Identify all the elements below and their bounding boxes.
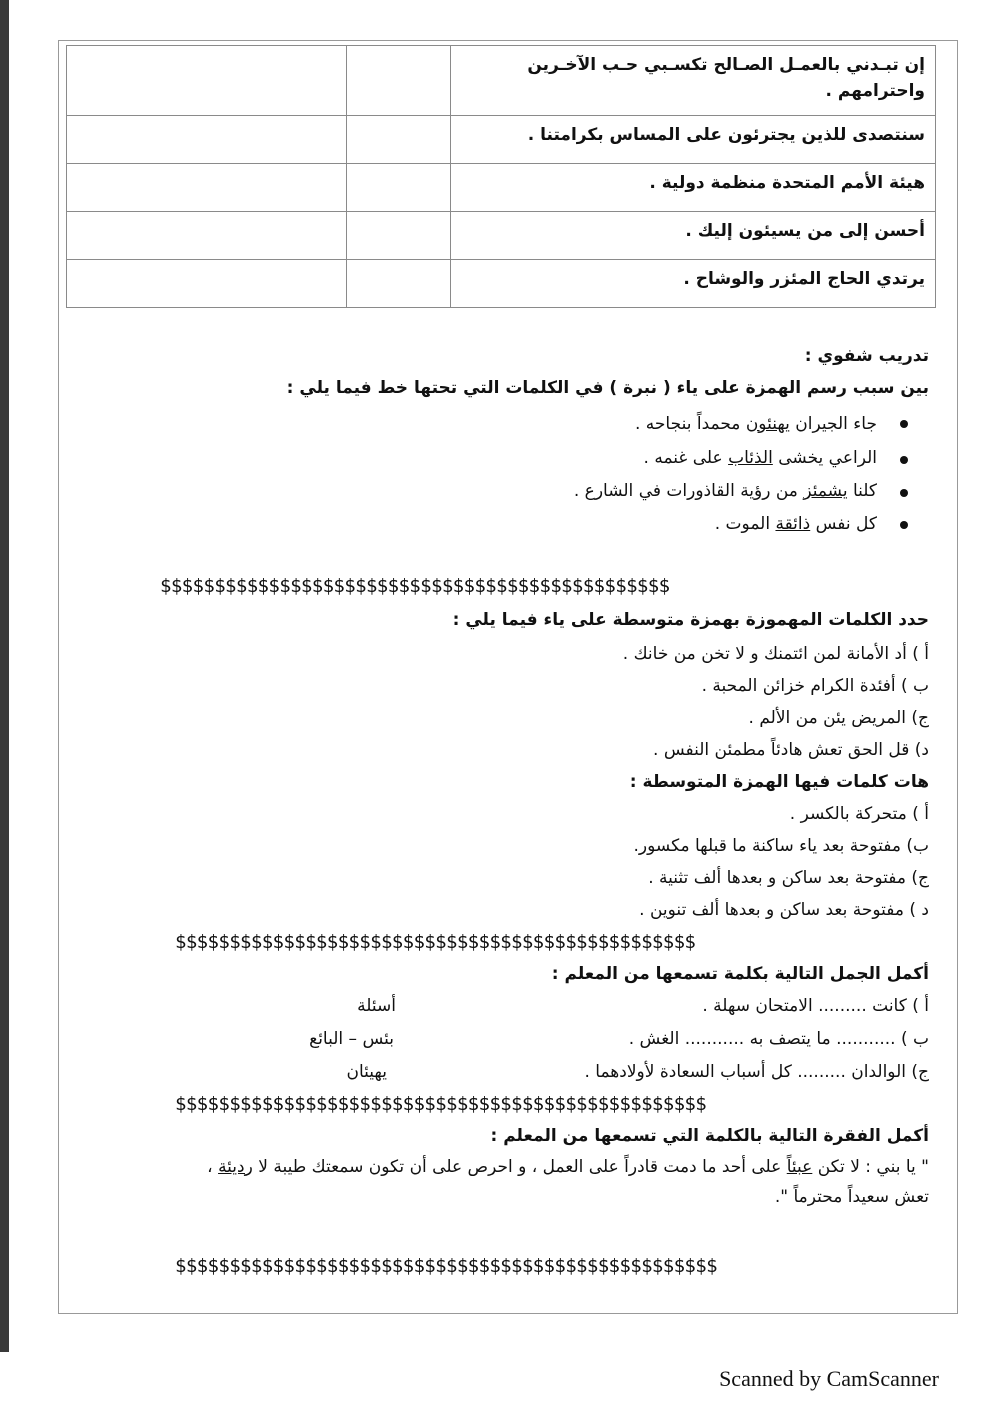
list-item: أ ) متحركة بالكسر . <box>789 804 929 824</box>
list-item: ب ) ........... ما يتصف به ........... الغش . <box>628 1029 929 1049</box>
answer-cell[interactable] <box>347 212 451 260</box>
answer-cell[interactable] <box>67 116 347 164</box>
list-item: أ ) أد الأمانة لمن ائتمنك و لا تخن من خانك . <box>622 644 929 664</box>
answer-word: أسئلة <box>357 996 396 1016</box>
identify-title: حدد الكلمات المهموزة بهمزة متوسطة على ياء فيما يلي : <box>452 610 929 630</box>
oral-title: تدريب شفوي : <box>804 346 929 366</box>
table-row <box>67 46 936 116</box>
scan-left-edge <box>0 0 9 1352</box>
list-item: كلنا يشمئز من رؤية القاذورات في الشارع . <box>573 481 877 501</box>
answer-cell[interactable] <box>67 212 347 260</box>
dollar-separator: $$$$$$$$$$$$$$$$$$$$$$$$$$$$$$$$$$$$$$$$$$$$$$$$$$ <box>175 1255 717 1277</box>
sentence-table <box>66 45 936 308</box>
answer-cell[interactable] <box>347 116 451 164</box>
answer-cell[interactable] <box>347 260 451 308</box>
bring-title: هات كلمات فيها الهمزة المتوسطة : <box>629 772 929 792</box>
sentence-cell: أحسن إلى من يسيئون إليك . <box>451 212 936 260</box>
scanner-watermark: Scanned by CamScanner <box>719 1366 939 1391</box>
answer-cell[interactable] <box>67 260 347 308</box>
answer-cell[interactable] <box>347 164 451 212</box>
list-item: أ ) كانت ......... الامتحان سهلة . <box>702 996 929 1016</box>
list-item: كل نفس ذائقة الموت . <box>714 514 877 534</box>
table-row <box>67 164 936 212</box>
list-item: ج) الوالدان ......... كل أسباب السعادة لأولادهما . <box>584 1062 929 1082</box>
list-item: ب) مفتوحة بعد ياء ساكنة ما قبلها مكسور. <box>633 836 929 856</box>
sentence-cell: يرتدي الحاج المئزر والوشاح . <box>451 260 936 308</box>
answer-word: بئس – البائع <box>309 1029 394 1049</box>
bullet-icon <box>900 420 908 428</box>
sentence-cell: هيئة الأمم المتحدة منظمة دولية . <box>451 164 936 212</box>
oral-instruction: بين سبب رسم الهمزة على ياء ( نبرة ) في الكلمات التي تحتها خط فيما يلي : <box>286 378 929 398</box>
answer-cell[interactable] <box>347 46 451 116</box>
paragraph-title: أكمل الفقرة التالية بالكلمة التي تسمعها من المعلم : <box>490 1126 929 1146</box>
complete-title: أكمل الجمل التالية بكلمة تسمعها من المعلم : <box>551 964 929 984</box>
list-item: د) قل الحق تعش هادئاً مطمئن النفس . <box>653 740 929 760</box>
bullet-icon <box>900 521 908 529</box>
list-item: ج) مفتوحة بعد ساكن و بعدها ألف تثنية . <box>648 868 929 888</box>
list-item: ج) المريض يئن من الألم . <box>748 708 929 728</box>
dollar-separator: $$$$$$$$$$$$$$$$$$$$$$$$$$$$$$$$$$$$$$$$$$$$$$$$$ <box>175 1093 707 1115</box>
dollar-separator: $$$$$$$$$$$$$$$$$$$$$$$$$$$$$$$$$$$$$$$$$$$$$$$ <box>160 575 670 597</box>
answer-cell[interactable] <box>67 46 347 116</box>
table-row <box>67 212 936 260</box>
sentence-cell: إن تبـدني بالعمـل الصـالح تكسـبي حـب الآخـرين واحترامهم . <box>451 46 936 116</box>
table-row <box>67 260 936 308</box>
paragraph-text: " يا بني : لا تكن عبئاً على أحد ما دمت قادراً على العمل ، و احرص على أن تكون سمعتك طيبة لا رديئة ، تعش سعيداً محترماً ". <box>207 1157 929 1207</box>
list-item: د ) مفتوحة بعد ساكن و بعدها ألف تنوين . <box>639 900 929 920</box>
list-item: الراعي يخشى الذئاب على غنمه . <box>643 448 877 468</box>
sentence-cell: سنتصدى للذين يجترئون على المساس بكرامتنا . <box>451 116 936 164</box>
table-row <box>67 116 936 164</box>
list-item: ب ) أفئدة الكرام خزائن المحبة . <box>701 676 929 696</box>
bullet-icon <box>900 456 908 464</box>
bullet-icon <box>900 489 908 497</box>
list-item: جاء الجيران يهنئون محمداً بنجاحه . <box>635 414 877 434</box>
answer-cell[interactable] <box>67 164 347 212</box>
answer-word: يهيئان <box>346 1062 387 1082</box>
dollar-separator: $$$$$$$$$$$$$$$$$$$$$$$$$$$$$$$$$$$$$$$$$$$$$$$$ <box>175 931 696 953</box>
